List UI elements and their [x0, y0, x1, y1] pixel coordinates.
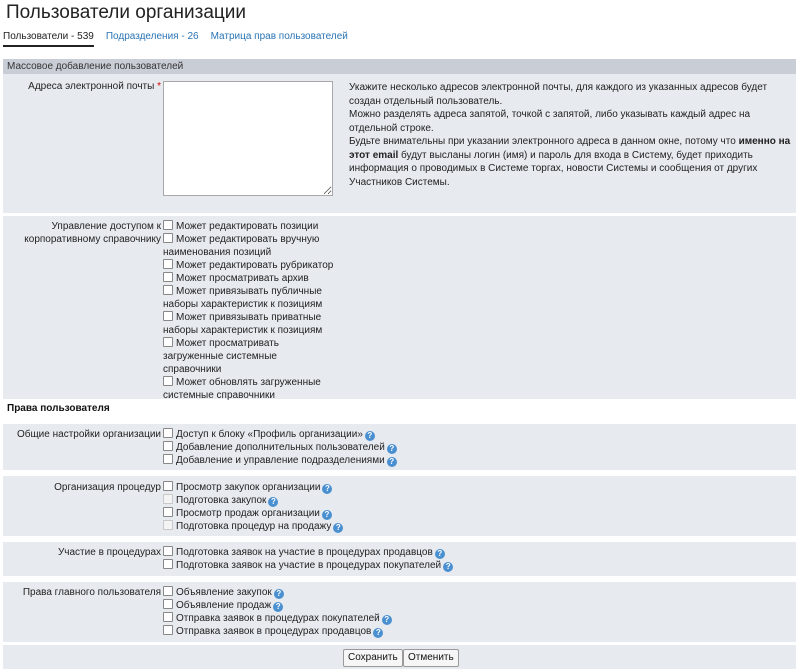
checkbox[interactable] — [163, 428, 173, 438]
email-label: Адреса электронной почты * — [28, 81, 161, 92]
save-button[interactable]: Сохранить — [343, 649, 403, 667]
main-user-option[interactable]: Отправка заявок в процедурах продавцов ? — [163, 625, 392, 638]
email-textarea[interactable] — [163, 81, 333, 196]
bulk-add-form — [3, 59, 796, 669]
access-option[interactable]: Может просматривать загруженные системные справочники — [163, 338, 279, 375]
tab-users[interactable]: Пользователи - 539 — [3, 29, 94, 47]
tab-departments[interactable]: Подразделения - 26 — [105, 31, 199, 42]
procedures-row — [3, 476, 796, 536]
access-option[interactable]: Может редактировать вручную наименования позиций — [163, 234, 320, 258]
page-title: Пользователи организации — [6, 2, 246, 23]
access-option[interactable]: Может просматривать архив — [163, 272, 338, 285]
procedures-option[interactable]: Подготовка закупок ? — [163, 494, 343, 507]
help-question-icon[interactable]: ? — [322, 510, 332, 520]
procedures-option[interactable]: Просмотр закупок организации ? — [163, 481, 343, 494]
checkbox[interactable] — [163, 559, 173, 569]
help-question-icon[interactable]: ? — [387, 444, 397, 454]
access-option[interactable]: Может привязывать приватные наборы характеристик к позициям — [163, 312, 323, 336]
general-settings-label: Общие настройки организации — [16, 429, 161, 440]
email-row — [3, 74, 796, 213]
participation-option[interactable]: Подготовка заявок на участие в процедурах покупателей ? — [163, 559, 453, 572]
access-option[interactable]: Может редактировать позиции — [163, 220, 338, 233]
cancel-button[interactable]: Отменить — [403, 649, 459, 667]
checkbox[interactable] — [163, 546, 173, 556]
procedures-option[interactable]: Подготовка процедур на продажу ? — [163, 520, 343, 533]
email-description: Укажите несколько адресов электронной почты, для каждого из указанных адресов будет создан отдельный пользователь. Можно разделять адреса запятой, точкой с запятой, либо указывать каждый адрес на отдельной строке. Будьте внимательны при указании электронного адреса в данном окне, потому что именно на этот email будут высланы логин (имя) и пароль для входа в Систему, будет приходить информация о проводимых в Системе торгах, новости Системы и сообщения от других Участников Системы. — [349, 82, 791, 188]
required-mark: * — [157, 81, 161, 92]
help-question-icon[interactable]: ? — [382, 615, 392, 625]
tabs — [3, 29, 360, 47]
main-user-rights-label: Права главного пользователя — [22, 587, 161, 598]
tab-rights-matrix[interactable]: Матрица прав пользователей — [210, 31, 348, 42]
checkbox[interactable] — [163, 376, 173, 386]
checkbox[interactable] — [163, 612, 173, 622]
checkbox[interactable] — [163, 285, 173, 295]
checkbox[interactable] — [163, 625, 173, 635]
help-question-icon[interactable]: ? — [274, 589, 284, 599]
procedures-label: Организация процедур — [54, 482, 161, 493]
section-title: Массовое добавление пользователей — [3, 59, 796, 74]
checkbox[interactable] — [163, 599, 173, 609]
checkbox[interactable] — [163, 220, 173, 230]
access-label: Управление доступом к корпоративному справочнику — [24, 221, 161, 245]
main-user-option[interactable]: Объявление закупок ? — [163, 586, 392, 599]
checkbox-disabled — [163, 520, 173, 530]
checkbox[interactable] — [163, 311, 173, 321]
main-user-rights-row — [3, 582, 796, 642]
checkbox[interactable] — [163, 481, 173, 491]
help-question-icon[interactable]: ? — [365, 431, 375, 441]
participation-option[interactable]: Подготовка заявок на участие в процедурах продавцов ? — [163, 546, 453, 559]
main-user-option[interactable]: Отправка заявок в процедурах покупателей ? — [163, 612, 392, 625]
participation-row — [3, 542, 796, 576]
checkbox[interactable] — [163, 507, 173, 517]
help-question-icon[interactable]: ? — [273, 602, 283, 612]
help-question-icon[interactable]: ? — [387, 457, 397, 467]
checkbox[interactable] — [163, 586, 173, 596]
checkbox[interactable] — [163, 272, 173, 282]
participation-label: Участие в процедурах — [57, 547, 161, 558]
access-row — [3, 216, 796, 399]
help-question-icon[interactable]: ? — [268, 497, 278, 507]
access-options — [163, 216, 338, 399]
access-option[interactable]: Может редактировать рубрикатор — [163, 259, 338, 272]
checkbox[interactable] — [163, 441, 173, 451]
checkbox[interactable] — [163, 233, 173, 243]
help-question-icon[interactable]: ? — [435, 549, 445, 559]
access-option[interactable]: Может обновлять загруженные системные справочники — [163, 377, 321, 401]
general-option[interactable]: Добавление и управление подразделениями ? — [163, 454, 397, 467]
general-option[interactable]: Доступ к блоку «Профиль организации» ? — [163, 428, 397, 441]
help-question-icon[interactable]: ? — [373, 628, 383, 638]
rights-title: Права пользователя — [3, 399, 796, 418]
checkbox-disabled — [163, 494, 173, 504]
checkbox[interactable] — [163, 337, 173, 347]
procedures-option[interactable]: Просмотр продаж организации ? — [163, 507, 343, 520]
help-question-icon[interactable]: ? — [443, 562, 453, 572]
checkbox[interactable] — [163, 454, 173, 464]
access-option[interactable]: Может привязывать публичные наборы характеристик к позициям — [163, 286, 323, 310]
general-settings-row — [3, 424, 796, 470]
checkbox[interactable] — [163, 259, 173, 269]
general-option[interactable]: Добавление дополнительных пользователей ? — [163, 441, 397, 454]
help-question-icon[interactable]: ? — [333, 523, 343, 533]
help-question-icon[interactable]: ? — [322, 484, 332, 494]
main-user-option[interactable]: Объявление продаж ? — [163, 599, 392, 612]
